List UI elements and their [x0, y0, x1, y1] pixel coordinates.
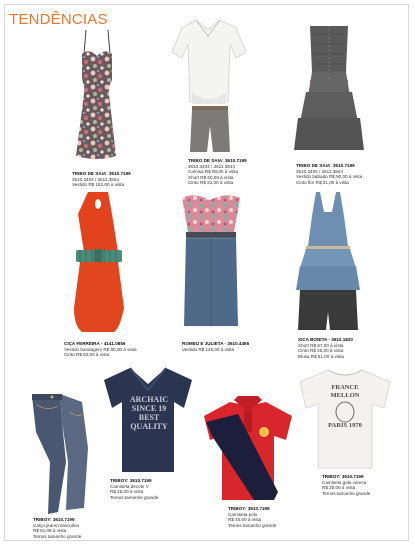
- product-caption: ROMEU E JULIETA - 3610.4465 Vestido R$ 145,00 à vista: [182, 341, 250, 352]
- grey-ruffle-dress-image: [292, 22, 366, 160]
- product-caption: TRIBO DE SAIA: 3610.7199 3610.3404 / 3611.3844 Vestido babado R$ 90,00 à vista Cinto flor R$ 31,00 à vista: [296, 163, 363, 185]
- product-caption: XICA BONITA - 3610.1820 Short R$ 67,00 à vista Cinto R$ 45,00 à vista Blusa R$ 61,00 à vista: [298, 337, 353, 359]
- white-shirt-shorts-image: [170, 14, 248, 156]
- product-caption: TRIBOY: 3610.7199 Calça jeans masculina R$ 81,00 à vista Temos tamanho grande: [33, 517, 82, 539]
- product-caption: TRIBOY: 3610.7199 Camiseta decote V R$ 25,00 à vista Temos tamanho grande: [110, 478, 159, 500]
- folded-jeans-image: [22, 392, 92, 516]
- page-title: TENDÊNCIAS: [9, 11, 108, 28]
- red-polo-image: [198, 396, 298, 504]
- product-caption: TRIBO DE SAIA: 3610.7199 3610.3404 / 3611.3844 Camisa R$ 90,00 à vista Short R$ 60,00 à vista Cinto R$ 31,00 à vista: [188, 158, 247, 186]
- product-caption: CIÇA FERREIRA - 4141.0856 Vestido bandagem R$ 80,00 à vista Cinto R$ 62,00 à vista: [64, 341, 137, 358]
- product-caption: TRIBOY: 3610.7199 Camiseta polo R$ 40,00 à vista Temos tamanho grande: [228, 506, 277, 528]
- orange-halter-dress-image: [62, 190, 134, 336]
- product-caption: TRIBOY: 3610.7199 Camiseta gola careca R$ 25,00 à vista Temos tamanho grande: [322, 474, 371, 496]
- bustier-denim-skirt-image: [174, 190, 248, 336]
- product-caption: TRIBO DE SAIA: 3610.7199 3610.3404 / 3611.3844 Vestido R$ 162,00 à vista: [72, 171, 131, 188]
- floral-dress-image: [62, 28, 132, 168]
- tee-print: FRANCE MELLON PARIS 1970: [328, 384, 362, 429]
- denim-top-shorts-image: [290, 190, 366, 332]
- tee-print: ARCHAIC SINCE 19 BEST QUALITY: [129, 395, 169, 431]
